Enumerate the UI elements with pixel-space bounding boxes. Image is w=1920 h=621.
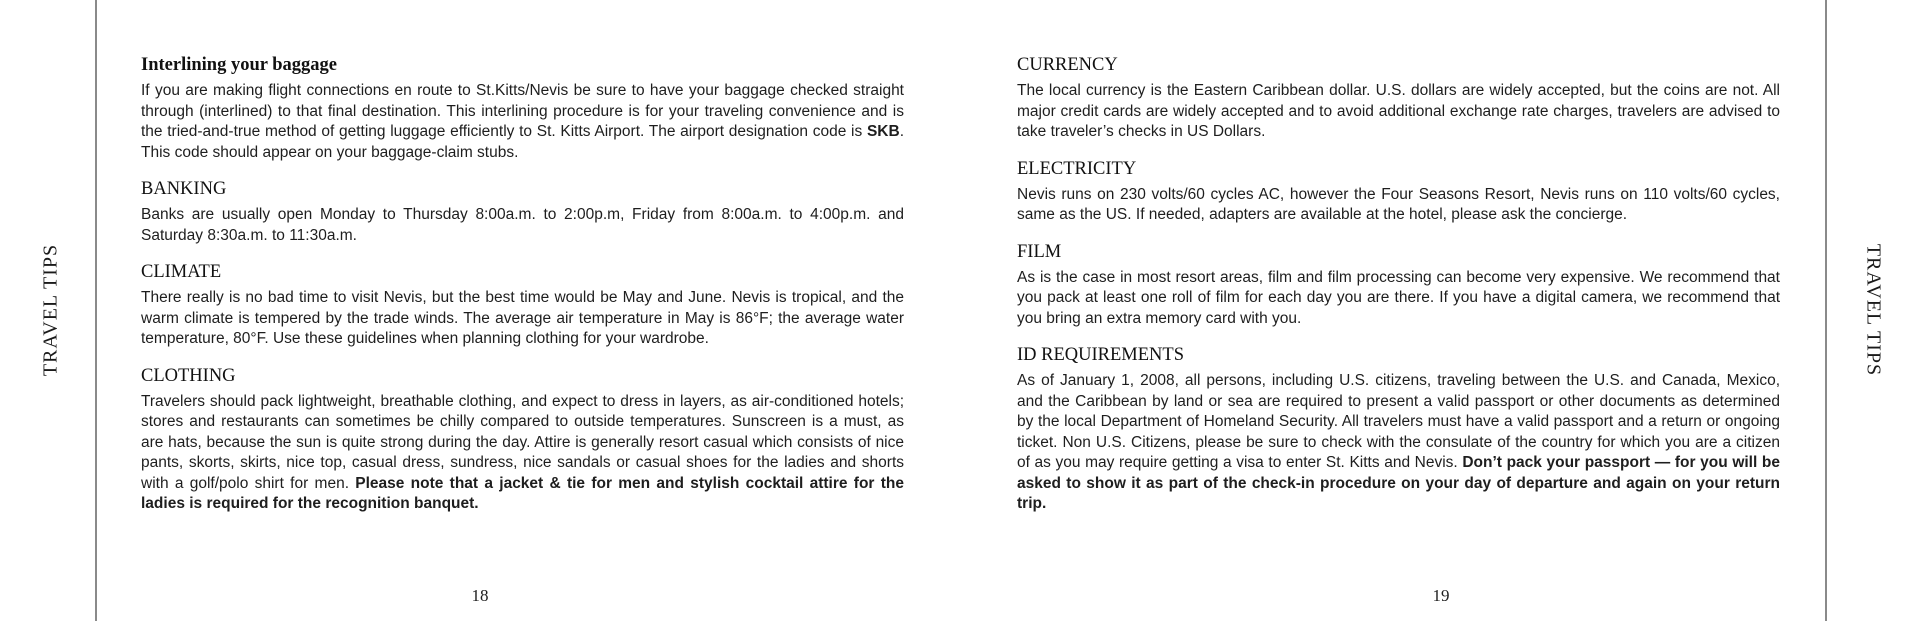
section-text: Banks are usually open Monday to Thursday 8:00a.m. to 2:00p.m, Friday from 8:00a.m. to 4:00p.m. and Saturday 8:30a.m. to 11:30a.m. bbox=[141, 206, 904, 244]
section-text: Travelers should pack lightweight, breathable clothing, and expect to dress in layers, as air-conditioned hotels; stores and restaurants can sometimes be chilly compared to outside temperatures. Sunscreen is a must, as are hats, because the sun is quite strong during the day. Attire is generally resort casual which consists of nice pants, skorts, skirts, nice top, casual dress, sundress, nice sandals or casual shoes for the ladies and shorts with a golf/polo shirt for men. Please note that a jacket & tie for men and stylish cocktail attire for the ladies is required for the recognition banquet. bbox=[141, 392, 904, 512]
section-film bbox=[1017, 240, 1780, 330]
section-banking bbox=[141, 177, 904, 246]
section-id-requirements bbox=[1017, 343, 1780, 515]
passport-note: Don’t pack your passport — for you will be asked to show it as part of the check-in procedure on your day of departure and again on your return trip. bbox=[1017, 454, 1780, 512]
left-page bbox=[141, 53, 904, 529]
section-heading: CLOTHING bbox=[141, 365, 236, 386]
section-text: Nevis runs on 230 volts/60 cycles AC, however the Four Seasons Resort, Nevis runs on 110 volts/60 cycles, same as the US. If needed, adapters are available at the hotel, please ask the concierge. bbox=[1017, 185, 1780, 223]
section-text: As of January 1, 2008, all persons, including U.S. citizens, traveling between the U.S. and Canada, Mexico, and the Caribbean by land or sea are required to present a valid passport or other documents as determined by the local Department of Homeland Security. All travelers must have a valid passport and a return or ongoing ticket. Non U.S. Citizens, please be sure to check with the consulate of the country for which you are a citizen of as you may require getting a visa to enter St. Kitts and Nevis. Don’t pack your passport — for you will be asked to show it as part of the check-in procedure on your day of departure and again on your return trip. bbox=[1017, 372, 1780, 512]
section-climate bbox=[141, 260, 904, 350]
page-number-right: 19 bbox=[1432, 586, 1450, 605]
section-heading: CLIMATE bbox=[141, 262, 222, 282]
section-heading: FILM bbox=[1017, 241, 1062, 262]
side-tab-left: TRAVEL TIPS bbox=[39, 243, 62, 377]
section-text: There really is no bad time to visit Nevis, but the best time would be May and June. Nevis is tropical, and the warm climate is tempered by the trade winds. The average air temperature in May is 86°F; the average water temperature, 80°F. Use these guidelines when planning clothing for your wardrobe. bbox=[141, 289, 904, 347]
left-margin-rule bbox=[95, 0, 97, 621]
dress-code-note: Please note that a jacket & tie for men and stylish cocktail attire for the ladies is required for the recognition banquet. bbox=[141, 474, 904, 512]
section-clothing bbox=[141, 364, 904, 515]
right-page bbox=[1017, 53, 1780, 529]
section-heading: ID REQUIREMENTS bbox=[1017, 345, 1185, 365]
page-number-left: 18 bbox=[471, 586, 489, 605]
section-interlining-baggage bbox=[141, 53, 904, 163]
section-text: The local currency is the Eastern Caribbean dollar. U.S. dollars are widely accepted, but the coins are not. All major credit cards are widely accepted and to avoid additional exchange rate charges, travelers are advised to take traveler’s checks in US Dollars. bbox=[1017, 82, 1780, 140]
section-currency bbox=[1017, 53, 1780, 143]
section-text: If you are making flight connections en route to St.Kitts/Nevis be sure to have your baggage checked straight through (interlined) to that final destination. This interlining procedure is for your traveling convenience and is the tried-and-true method of getting luggage efficiently to St. Kitts Airport. The airport designation code is SKB. This code should appear on your baggage-claim stubs. bbox=[141, 82, 904, 161]
section-heading: BANKING bbox=[141, 179, 227, 199]
section-electricity bbox=[1017, 157, 1780, 226]
section-heading: CURRENCY bbox=[1017, 55, 1118, 75]
section-text: As is the case in most resort areas, film and film processing can become very expensive. We recommend that you pack at least one roll of film for each day you are there. If you have a digital camera, we recommend that you bring an extra memory card with you. bbox=[1017, 268, 1780, 327]
right-margin-rule bbox=[1825, 0, 1827, 621]
section-heading: Interlining your baggage bbox=[141, 55, 337, 75]
side-tab-right: TRAVEL TIPS bbox=[1862, 243, 1885, 377]
section-heading: ELECTRICITY bbox=[1017, 158, 1137, 179]
airport-code: SKB bbox=[866, 123, 900, 140]
